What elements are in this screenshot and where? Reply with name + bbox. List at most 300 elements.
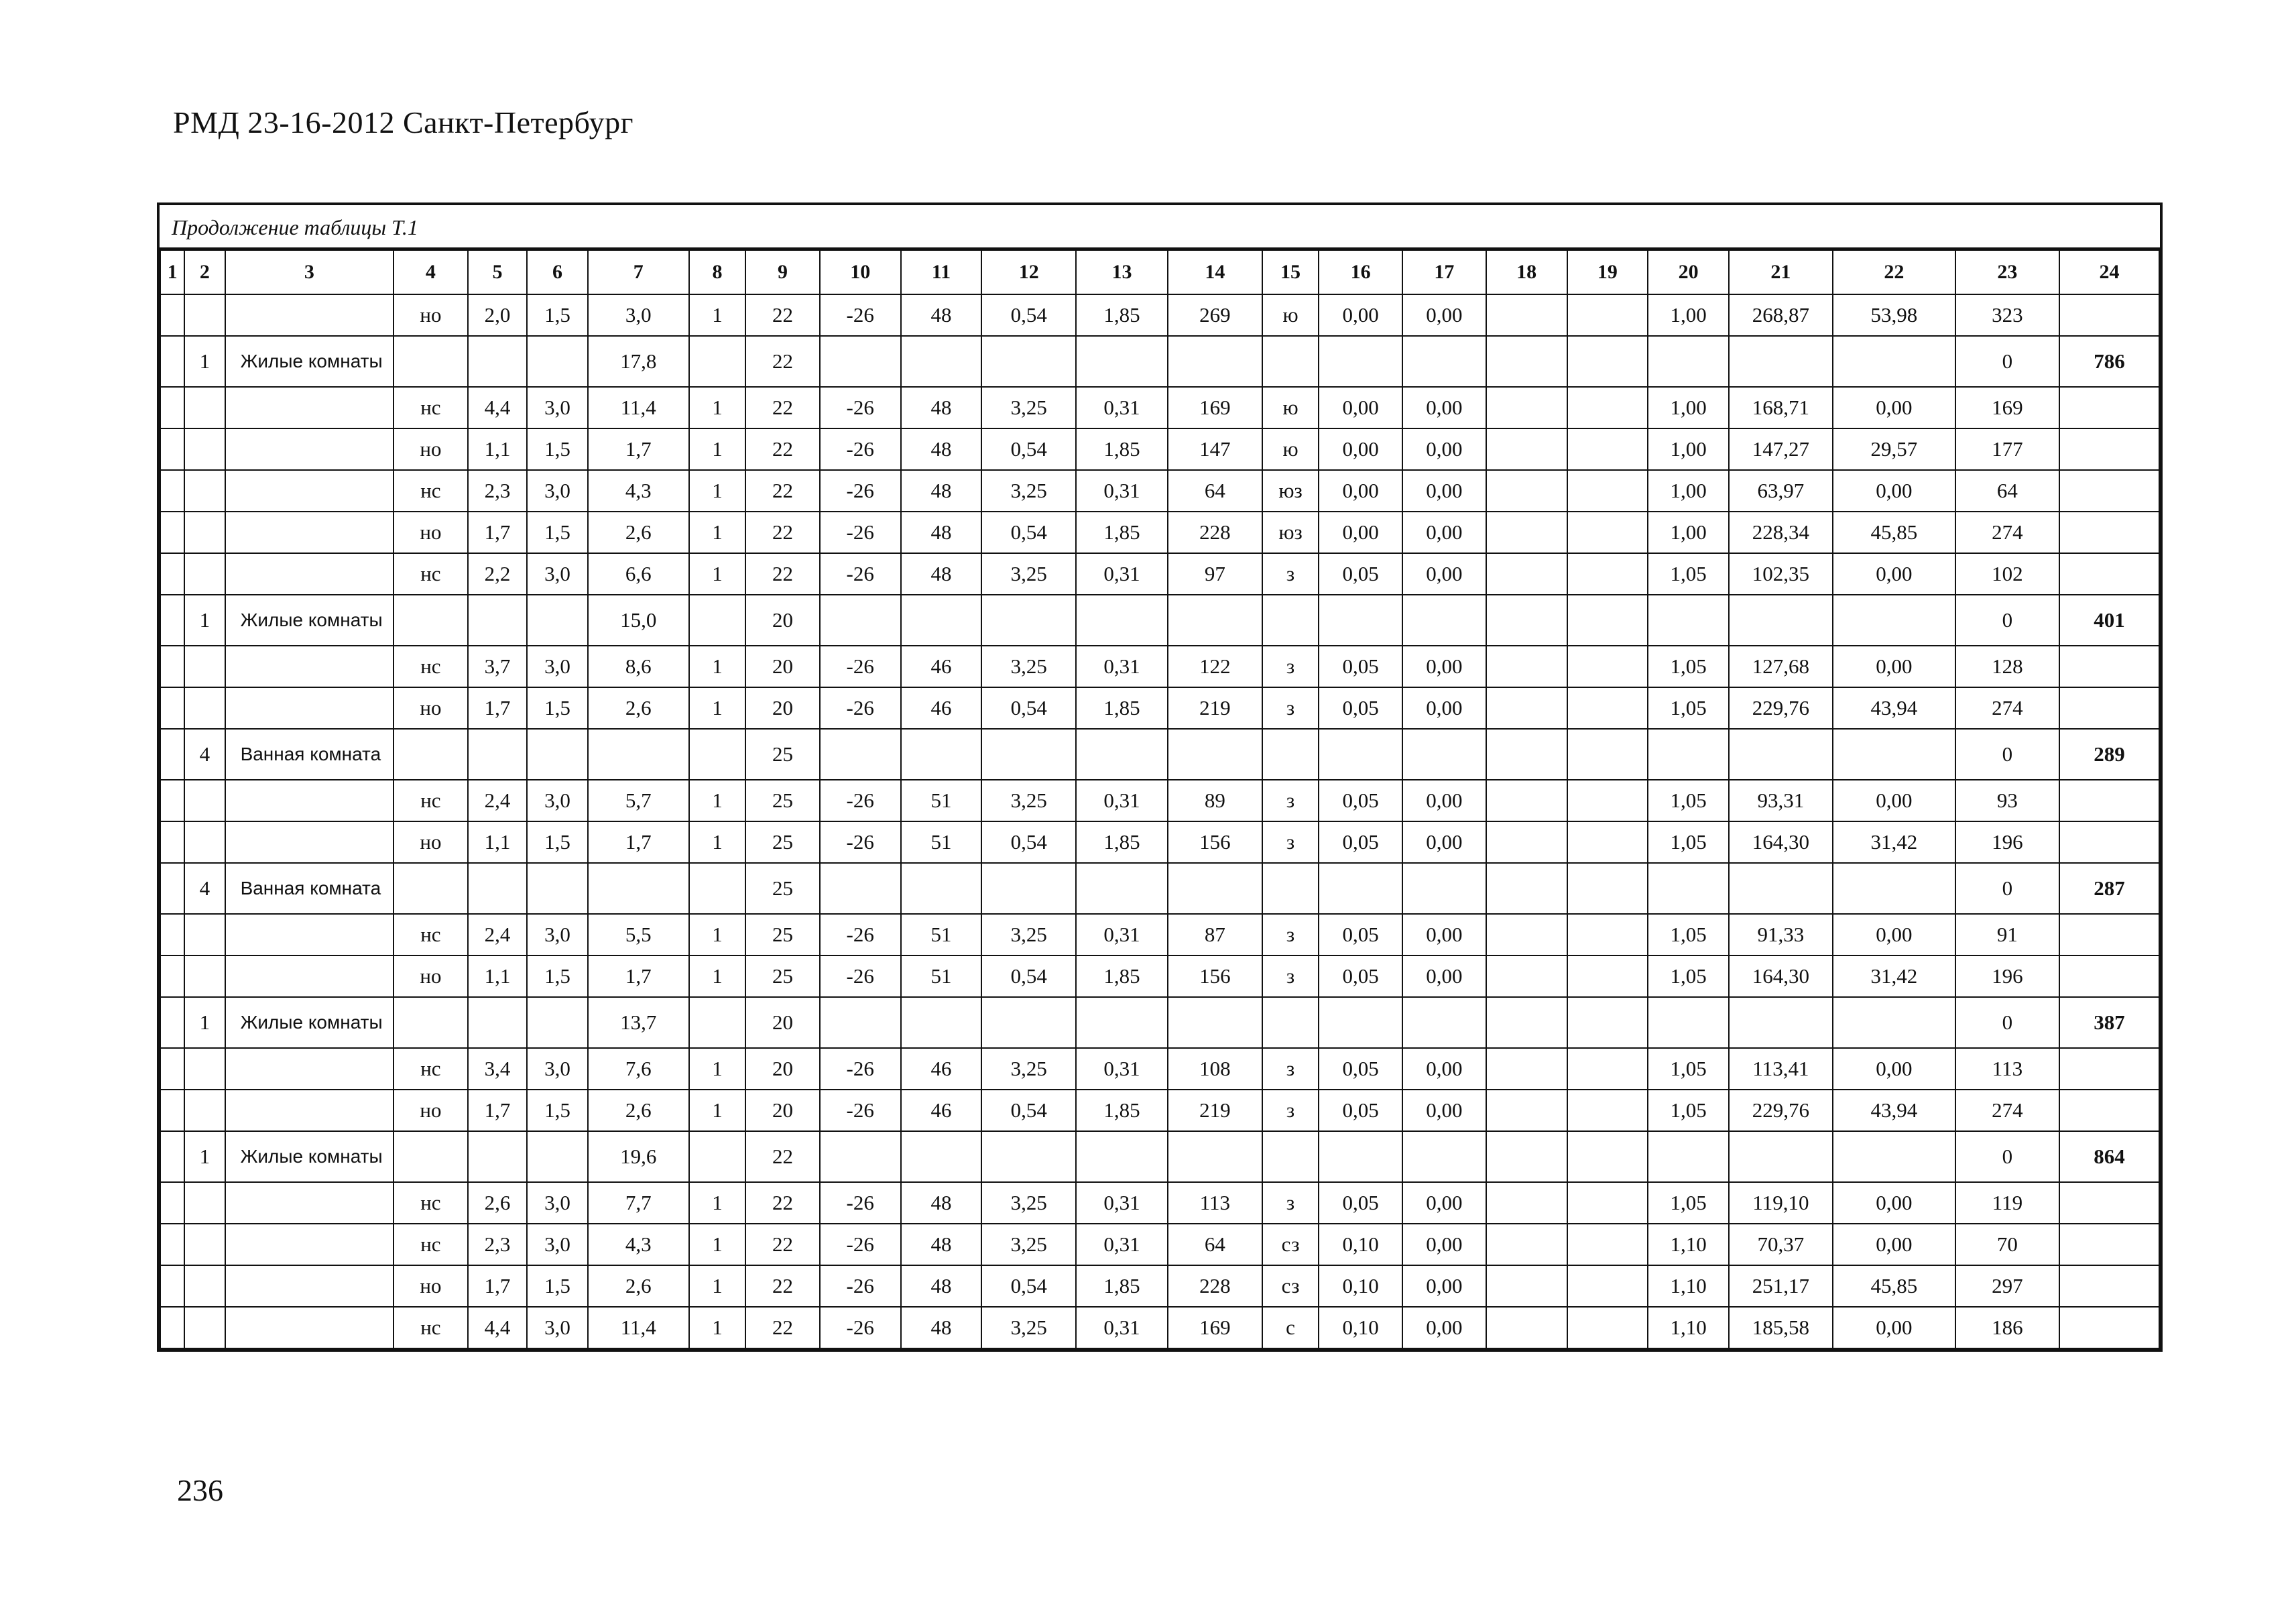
table-cell (1486, 646, 1567, 687)
table-cell (468, 1131, 528, 1182)
table-cell: 1 (184, 997, 225, 1048)
table-cell: 185,58 (1729, 1307, 1833, 1348)
table-cell: -26 (820, 428, 901, 470)
table-cell: 20 (745, 646, 820, 687)
table-cell (820, 997, 901, 1048)
table-cell (1648, 997, 1729, 1048)
table-cell: 0,00 (1402, 428, 1486, 470)
table-cell: 0 (1955, 729, 2059, 780)
table-cell: 1,00 (1648, 387, 1729, 428)
column-header: 8 (689, 250, 746, 294)
table-cell (394, 997, 468, 1048)
table-cell: 0,00 (1833, 780, 1955, 821)
table-cell: 4 (184, 863, 225, 914)
table-cell: 0 (1955, 595, 2059, 646)
table-cell (1486, 1307, 1567, 1348)
table-cell: 1,7 (468, 512, 528, 553)
table-cell: 2,6 (588, 1090, 689, 1131)
table-cell (1486, 512, 1567, 553)
table-cell: 229,76 (1729, 1090, 1833, 1131)
table-cell: 48 (901, 294, 982, 336)
table-cell (1833, 595, 1955, 646)
table-cell: 48 (901, 1265, 982, 1307)
table-cell: 297 (1955, 1265, 2059, 1307)
table-cell (1168, 595, 1262, 646)
table-cell: 1,05 (1648, 1090, 1729, 1131)
table-cell (2059, 1182, 2159, 1224)
table-cell (527, 997, 588, 1048)
table-cell (160, 1182, 184, 1224)
table-cell (1076, 595, 1168, 646)
table-cell: 0,00 (1833, 1182, 1955, 1224)
table-cell: 1 (689, 821, 746, 863)
table-cell: 64 (1168, 1224, 1262, 1265)
table-cell (160, 387, 184, 428)
table-cell: 0,00 (1319, 387, 1402, 428)
table-cell: 0,54 (981, 1090, 1076, 1131)
table-cell: з (1262, 646, 1319, 687)
column-header: 10 (820, 250, 901, 294)
table-cell (468, 729, 528, 780)
table-cell: 102 (1955, 553, 2059, 595)
table-row (160, 780, 2159, 821)
table-cell: 169 (1168, 1307, 1262, 1348)
table-cell: 0,00 (1402, 646, 1486, 687)
table-cell: 1 (689, 1090, 746, 1131)
table-cell: ю (1262, 387, 1319, 428)
table-cell: з (1262, 955, 1319, 997)
table-cell (1833, 729, 1955, 780)
table-row (160, 428, 2159, 470)
table-cell: 31,42 (1833, 821, 1955, 863)
table-cell (225, 387, 394, 428)
table-cell (2059, 553, 2159, 595)
table-cell (1567, 1182, 1648, 1224)
table-cell: 25 (745, 821, 820, 863)
table-cell: 1 (689, 553, 746, 595)
table-cell: 401 (2059, 595, 2159, 646)
table-cell (1567, 687, 1648, 729)
table-cell: 0,31 (1076, 387, 1168, 428)
table-cell: 0,00 (1402, 687, 1486, 729)
column-number-row (160, 250, 2159, 294)
column-header: 18 (1486, 250, 1567, 294)
table-cell: -26 (820, 914, 901, 955)
table-cell: 2,4 (468, 780, 528, 821)
table-cell (184, 428, 225, 470)
table-cell: юз (1262, 470, 1319, 512)
column-header: 7 (588, 250, 689, 294)
table-cell: 1,85 (1076, 512, 1168, 553)
table-cell: нс (394, 1048, 468, 1090)
table-cell: 3,0 (527, 470, 588, 512)
table-cell (1319, 997, 1402, 1048)
table-cell (160, 1265, 184, 1307)
table-cell: 0,00 (1402, 294, 1486, 336)
table-cell (184, 1182, 225, 1224)
table-cell (184, 955, 225, 997)
table-cell: 289 (2059, 729, 2159, 780)
table-cell: -26 (820, 955, 901, 997)
table-cell: 7,6 (588, 1048, 689, 1090)
table-cell: 108 (1168, 1048, 1262, 1090)
table-cell: 1,1 (468, 955, 528, 997)
table-cell: -26 (820, 687, 901, 729)
table-cell (820, 595, 901, 646)
table-cell: -26 (820, 553, 901, 595)
table-cell: 1,7 (588, 821, 689, 863)
table-cell: 1 (689, 955, 746, 997)
table-cell: 0,54 (981, 687, 1076, 729)
column-header: 16 (1319, 250, 1402, 294)
table-cell: 1 (689, 1224, 746, 1265)
table-cell: 43,94 (1833, 1090, 1955, 1131)
table-cell: 1,7 (588, 955, 689, 997)
table-cell: 0,05 (1319, 646, 1402, 687)
table-cell: 1,05 (1648, 780, 1729, 821)
table-cell (1168, 1131, 1262, 1182)
table-cell (1567, 1131, 1648, 1182)
table-cell (160, 780, 184, 821)
table-cell (2059, 387, 2159, 428)
table-cell (184, 646, 225, 687)
table-cell: 268,87 (1729, 294, 1833, 336)
table-cell: 3,0 (527, 1224, 588, 1265)
table-cell (1319, 729, 1402, 780)
column-header: 4 (394, 250, 468, 294)
table-cell (1648, 1131, 1729, 1182)
table-row (160, 687, 2159, 729)
table-cell (689, 729, 746, 780)
table-cell: 0,31 (1076, 914, 1168, 955)
table-cell (1729, 595, 1833, 646)
table-cell: 287 (2059, 863, 2159, 914)
table-cell (2059, 821, 2159, 863)
table-cell: 0 (1955, 336, 2059, 387)
table-cell (1729, 997, 1833, 1048)
table-cell (160, 821, 184, 863)
table-cell: 51 (901, 780, 982, 821)
table-cell: 102,35 (1729, 553, 1833, 595)
table-cell: 20 (745, 595, 820, 646)
table-cell: 1 (689, 1307, 746, 1348)
table-cell: 1 (689, 1182, 746, 1224)
table-cell: 0,00 (1402, 512, 1486, 553)
table-cell (160, 1307, 184, 1348)
table-cell: 387 (2059, 997, 2159, 1048)
column-header: 6 (527, 250, 588, 294)
table-cell (1486, 294, 1567, 336)
table-cell: 11,4 (588, 1307, 689, 1348)
table-cell (901, 336, 982, 387)
table-cell (394, 729, 468, 780)
table-cell (901, 863, 982, 914)
table-cell: 1,85 (1076, 687, 1168, 729)
table-cell (1486, 470, 1567, 512)
table-cell: 196 (1955, 821, 2059, 863)
table-cell: 93 (1955, 780, 2059, 821)
table-cell (981, 595, 1076, 646)
table-row (160, 512, 2159, 553)
table-cell (1402, 997, 1486, 1048)
table-cell (225, 470, 394, 512)
table-cell (1567, 470, 1648, 512)
table-cell: 46 (901, 1048, 982, 1090)
table-cell: -26 (820, 387, 901, 428)
column-header: 21 (1729, 250, 1833, 294)
table-cell: 51 (901, 914, 982, 955)
table-cell: 43,94 (1833, 687, 1955, 729)
table-cell: 3,25 (981, 646, 1076, 687)
table-cell: з (1262, 780, 1319, 821)
table-cell: 1,00 (1648, 294, 1729, 336)
table-cell (1168, 997, 1262, 1048)
table-cell: 22 (745, 428, 820, 470)
table-cell (184, 470, 225, 512)
table-cell: 48 (901, 387, 982, 428)
table-cell: но (394, 512, 468, 553)
table-cell: 3,25 (981, 1307, 1076, 1348)
table-cell (160, 1131, 184, 1182)
table-cell (1567, 553, 1648, 595)
table-cell (1168, 863, 1262, 914)
table-cell (1567, 955, 1648, 997)
table-cell: 0,00 (1402, 1048, 1486, 1090)
table-cell (2059, 914, 2159, 955)
table-cell (1319, 595, 1402, 646)
table-cell (689, 595, 746, 646)
table-cell (1567, 1307, 1648, 1348)
table-cell: 1,85 (1076, 1265, 1168, 1307)
table-cell (2059, 428, 2159, 470)
table-cell: 64 (1168, 470, 1262, 512)
table-cell: но (394, 1090, 468, 1131)
table-cell (184, 1224, 225, 1265)
table-cell (981, 997, 1076, 1048)
table-cell (1486, 863, 1567, 914)
column-header: 24 (2059, 250, 2159, 294)
table-cell: 1,5 (527, 428, 588, 470)
table-cell (184, 821, 225, 863)
table-cell: но (394, 294, 468, 336)
table-cell: 0,00 (1402, 1265, 1486, 1307)
table-cell: 1,1 (468, 428, 528, 470)
document-title: РМД 23-16-2012 Санкт-Петербург (173, 105, 634, 139)
table-cell: 0 (1955, 863, 2059, 914)
table-cell: -26 (820, 1224, 901, 1265)
table-cell: 20 (745, 1048, 820, 1090)
table-cell: 89 (1168, 780, 1262, 821)
table-cell: 0,00 (1402, 387, 1486, 428)
table-cell: 0,00 (1319, 470, 1402, 512)
table-cell: 3,0 (527, 1307, 588, 1348)
table-row (160, 470, 2159, 512)
table-cell: 22 (745, 470, 820, 512)
table-cell (225, 821, 394, 863)
table-cell: 1,05 (1648, 821, 1729, 863)
table-cell: 93,31 (1729, 780, 1833, 821)
table-cell: 48 (901, 512, 982, 553)
table-cell: 3,0 (527, 1182, 588, 1224)
table-cell (2059, 1048, 2159, 1090)
table-cell (1833, 997, 1955, 1048)
table-cell (160, 470, 184, 512)
table-cell: 2,0 (468, 294, 528, 336)
table-cell (1567, 729, 1648, 780)
table-cell: 1 (689, 470, 746, 512)
table-cell (394, 1131, 468, 1182)
table-cell (225, 512, 394, 553)
table-cell: 1,10 (1648, 1224, 1729, 1265)
table-cell: 0,54 (981, 1265, 1076, 1307)
table-cell (1486, 1224, 1567, 1265)
table-cell: Ванная комната (225, 863, 394, 914)
table-cell: ю (1262, 294, 1319, 336)
table-cell: 4,4 (468, 387, 528, 428)
table-cell: 22 (745, 512, 820, 553)
table-cell (225, 955, 394, 997)
table-cell: 1,05 (1648, 553, 1729, 595)
table-cell: 2,6 (588, 687, 689, 729)
table-cell (1076, 997, 1168, 1048)
table-cell (1729, 863, 1833, 914)
table-row (160, 955, 2159, 997)
table-cell: 1 (689, 687, 746, 729)
table-cell: 3,25 (981, 914, 1076, 955)
table-cell: 1,1 (468, 821, 528, 863)
table-cell: 2,6 (588, 1265, 689, 1307)
table-cell: 20 (745, 687, 820, 729)
table-cell: нс (394, 914, 468, 955)
table-cell: 17,8 (588, 336, 689, 387)
table-cell (1567, 1265, 1648, 1307)
table-cell: -26 (820, 294, 901, 336)
table-cell (2059, 1090, 2159, 1131)
table-cell: 1,5 (527, 1265, 588, 1307)
table-cell: 0,05 (1319, 780, 1402, 821)
table-cell: 1,85 (1076, 428, 1168, 470)
table-cell (527, 1131, 588, 1182)
table-cell (1486, 336, 1567, 387)
table-cell (1402, 336, 1486, 387)
table-cell: 0,31 (1076, 780, 1168, 821)
table-cell: 63,97 (1729, 470, 1833, 512)
table-cell: 0,00 (1833, 387, 1955, 428)
table-cell (1486, 595, 1567, 646)
table-cell: 3,0 (527, 780, 588, 821)
table-cell: 1,05 (1648, 955, 1729, 997)
table-cell: 2,4 (468, 914, 528, 955)
table-cell (184, 1265, 225, 1307)
table-cell: нс (394, 553, 468, 595)
table-cell (901, 1131, 982, 1182)
table-cell: 20 (745, 1090, 820, 1131)
table-cell: 46 (901, 646, 982, 687)
table-cell: 64 (1955, 470, 2059, 512)
table-cell (160, 997, 184, 1048)
table-cell (689, 1131, 746, 1182)
table-cell: 0,00 (1402, 553, 1486, 595)
table-cell: 0,00 (1833, 1224, 1955, 1265)
table-cell (1076, 1131, 1168, 1182)
table-cell: 229,76 (1729, 687, 1833, 729)
table-cell: 1,5 (527, 955, 588, 997)
table-cell: 4,4 (468, 1307, 528, 1348)
table-cell: с (1262, 1307, 1319, 1348)
table-cell (2059, 687, 2159, 729)
table-cell: 0,05 (1319, 687, 1402, 729)
column-header: 15 (1262, 250, 1319, 294)
table-cell: 164,30 (1729, 955, 1833, 997)
table-cell (820, 729, 901, 780)
table-cell (225, 1265, 394, 1307)
table-row (160, 387, 2159, 428)
table-row (160, 553, 2159, 595)
table-cell: 2,3 (468, 1224, 528, 1265)
table-cell: 0,00 (1319, 294, 1402, 336)
table-cell: 25 (745, 914, 820, 955)
table-cell (468, 997, 528, 1048)
table-cell (160, 646, 184, 687)
table-cell: нс (394, 387, 468, 428)
table-cell (1402, 1131, 1486, 1182)
column-header: 23 (1955, 250, 2059, 294)
table-cell: 0,05 (1319, 821, 1402, 863)
table-cell: 251,17 (1729, 1265, 1833, 1307)
table-cell: 70,37 (1729, 1224, 1833, 1265)
table-cell: 5,7 (588, 780, 689, 821)
table-cell: 269 (1168, 294, 1262, 336)
table-cell (1262, 863, 1319, 914)
table-cell: 0,54 (981, 428, 1076, 470)
table-cell (981, 336, 1076, 387)
table-cell: 22 (745, 294, 820, 336)
table-cell: 13,7 (588, 997, 689, 1048)
table-cell: 22 (745, 1131, 820, 1182)
table-row (160, 821, 2159, 863)
table-cell: 0 (1955, 997, 2059, 1048)
table-cell: 186 (1955, 1307, 2059, 1348)
table-cell: 228 (1168, 1265, 1262, 1307)
table-cell: 177 (1955, 428, 2059, 470)
table-cell: 1,5 (527, 1090, 588, 1131)
column-header: 20 (1648, 250, 1729, 294)
table-cell: 91 (1955, 914, 2059, 955)
table-cell: 786 (2059, 336, 2159, 387)
table-cell (2059, 1224, 2159, 1265)
table-cell: 20 (745, 997, 820, 1048)
heat-loss-table (160, 249, 2160, 1349)
table-cell (225, 1048, 394, 1090)
table-cell (1486, 553, 1567, 595)
table-cell: 0,00 (1402, 470, 1486, 512)
table-cell (2059, 1265, 2159, 1307)
table-cell: 6,6 (588, 553, 689, 595)
table-cell (1833, 1131, 1955, 1182)
table-cell: 3,25 (981, 1224, 1076, 1265)
table-cell: 0,00 (1402, 914, 1486, 955)
table-cell: 169 (1168, 387, 1262, 428)
table-cell: 3,0 (588, 294, 689, 336)
table-cell: 4,3 (588, 1224, 689, 1265)
table-cell: 1 (689, 294, 746, 336)
table-cell: 1,05 (1648, 687, 1729, 729)
table-cell: 228 (1168, 512, 1262, 553)
table-cell: 45,85 (1833, 1265, 1955, 1307)
table-cell (468, 863, 528, 914)
table-cell: 219 (1168, 1090, 1262, 1131)
table-cell: нс (394, 1307, 468, 1348)
